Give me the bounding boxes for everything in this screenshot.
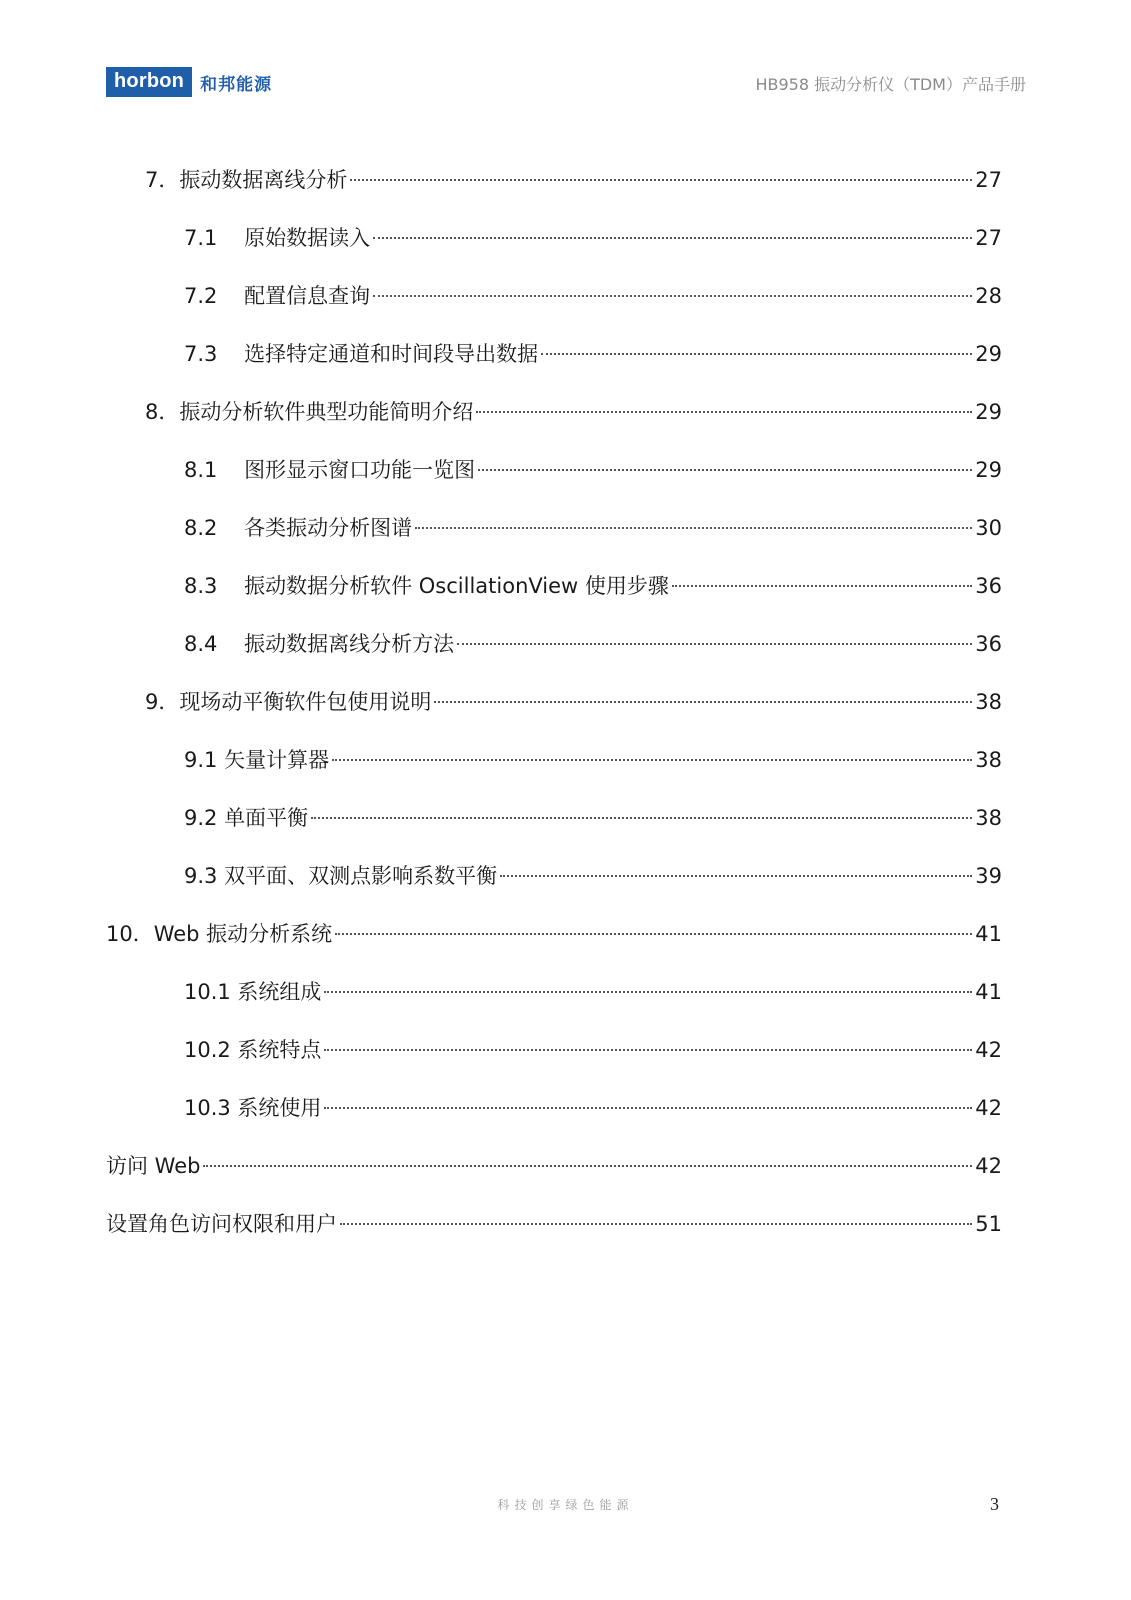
toc-entry[interactable] — [184, 510, 1002, 546]
toc-entry-label: 10.1 系统组成 — [184, 980, 322, 1004]
toc-entry-page: 30 — [975, 516, 1002, 540]
toc-entry-page: 38 — [975, 690, 1002, 714]
toc-entry-label: 9.2 单面平衡 — [184, 806, 309, 830]
logo-wordmark: horbon — [106, 67, 192, 97]
toc-entry-label: 8.4 振动数据离线分析方法 — [184, 632, 455, 656]
toc-dot-leader — [476, 411, 972, 413]
toc-dot-leader — [324, 1049, 972, 1051]
toc-dot-leader — [324, 1107, 972, 1109]
toc-entry-label: 10.3 系统使用 — [184, 1096, 322, 1120]
page-header — [106, 64, 1026, 104]
toc-entry-page: 28 — [975, 284, 1002, 308]
toc-entry[interactable] — [145, 162, 1002, 198]
toc-dot-leader — [457, 643, 972, 645]
document-title: HB958 振动分析仪（TDM）产品手册 — [755, 75, 1026, 94]
toc-dot-leader — [478, 469, 972, 471]
toc-dot-leader — [434, 701, 972, 703]
toc-entry-label: 8.2 各类振动分析图谱 — [184, 516, 413, 540]
toc-entry-label: 7.1 原始数据读入 — [184, 226, 371, 250]
toc-entry[interactable] — [184, 800, 1002, 836]
toc-entry-page: 41 — [975, 922, 1002, 946]
toc-dot-leader — [415, 527, 972, 529]
toc-entry[interactable] — [184, 278, 1002, 314]
toc-dot-leader — [541, 353, 972, 355]
toc-dot-leader — [373, 237, 972, 239]
toc-entry[interactable] — [184, 858, 1002, 894]
toc-dot-leader — [340, 1223, 972, 1225]
toc-dot-leader — [332, 759, 972, 761]
toc-entry-label: 9.3 双平面、双测点影响系数平衡 — [184, 864, 498, 888]
toc-dot-leader — [203, 1165, 972, 1167]
toc-entry-label: 7．振动数据离线分析 — [145, 168, 348, 192]
toc-entry-page: 27 — [975, 168, 1002, 192]
toc-entry-label: 8.1 图形显示窗口功能一览图 — [184, 458, 476, 482]
logo-chinese-name: 和邦能源 — [200, 74, 273, 95]
toc-dot-leader — [324, 991, 972, 993]
toc-dot-leader — [373, 295, 972, 297]
toc-entry-page: 27 — [975, 226, 1002, 250]
toc-entry[interactable] — [184, 626, 1002, 662]
toc-entry-label: 8．振动分析软件典型功能简明介绍 — [145, 400, 474, 424]
toc-entry-page: 38 — [975, 806, 1002, 830]
toc-dot-leader — [311, 817, 972, 819]
toc-dot-leader — [672, 585, 972, 587]
toc-entry-label: 10.2 系统特点 — [184, 1038, 322, 1062]
toc-entry-label: 7.3 选择特定通道和时间段导出数据 — [184, 342, 539, 366]
toc-entry-page: 51 — [975, 1212, 1002, 1236]
toc-dot-leader — [335, 933, 972, 935]
page-number: 3 — [990, 1494, 999, 1514]
toc-entry[interactable] — [184, 452, 1002, 488]
toc-dot-leader — [500, 875, 972, 877]
toc-entry-page: 29 — [975, 342, 1002, 366]
toc-entry[interactable] — [145, 684, 1002, 720]
toc-entry-label: 访问 Web — [106, 1154, 201, 1178]
toc-entry-page: 41 — [975, 980, 1002, 1004]
toc-entry[interactable] — [106, 916, 1002, 952]
toc-entry-page: 42 — [975, 1154, 1002, 1178]
toc-entry[interactable] — [184, 742, 1002, 778]
toc-entry-label: 7.2 配置信息查询 — [184, 284, 371, 308]
toc-entry[interactable] — [106, 1206, 1002, 1242]
toc-entry-label: 设置角色访问权限和用户 — [106, 1212, 337, 1236]
company-logo — [106, 67, 272, 97]
toc-entry-page: 39 — [975, 864, 1002, 888]
toc-entry-page: 29 — [975, 458, 1002, 482]
toc-entry-page: 36 — [975, 574, 1002, 598]
toc-entry[interactable] — [106, 1148, 1002, 1184]
footer-slogan: 科技创享绿色能源 — [497, 1498, 634, 1512]
toc-entry-label: 8.3 振动数据分析软件 OscillationView 使用步骤 — [184, 574, 669, 598]
toc-entry[interactable] — [184, 1090, 1002, 1126]
toc-dot-leader — [350, 179, 972, 181]
toc-entry[interactable] — [184, 974, 1002, 1010]
toc-entry-page: 42 — [975, 1096, 1002, 1120]
toc-entry-page: 29 — [975, 400, 1002, 424]
toc-entry-label: 9．现场动平衡软件包使用说明 — [145, 690, 432, 714]
toc-entry[interactable] — [184, 220, 1002, 256]
toc-entry[interactable] — [184, 1032, 1002, 1068]
toc-entry[interactable] — [184, 336, 1002, 372]
toc-entry-page: 36 — [975, 632, 1002, 656]
toc-entry[interactable] — [184, 568, 1002, 604]
toc-entry-page: 38 — [975, 748, 1002, 772]
toc-entry[interactable] — [145, 394, 1002, 430]
toc-entry-page: 42 — [975, 1038, 1002, 1062]
toc-entry-label: 9.1 矢量计算器 — [184, 748, 330, 772]
toc-entry-label: 10．Web 振动分析系统 — [106, 922, 333, 946]
